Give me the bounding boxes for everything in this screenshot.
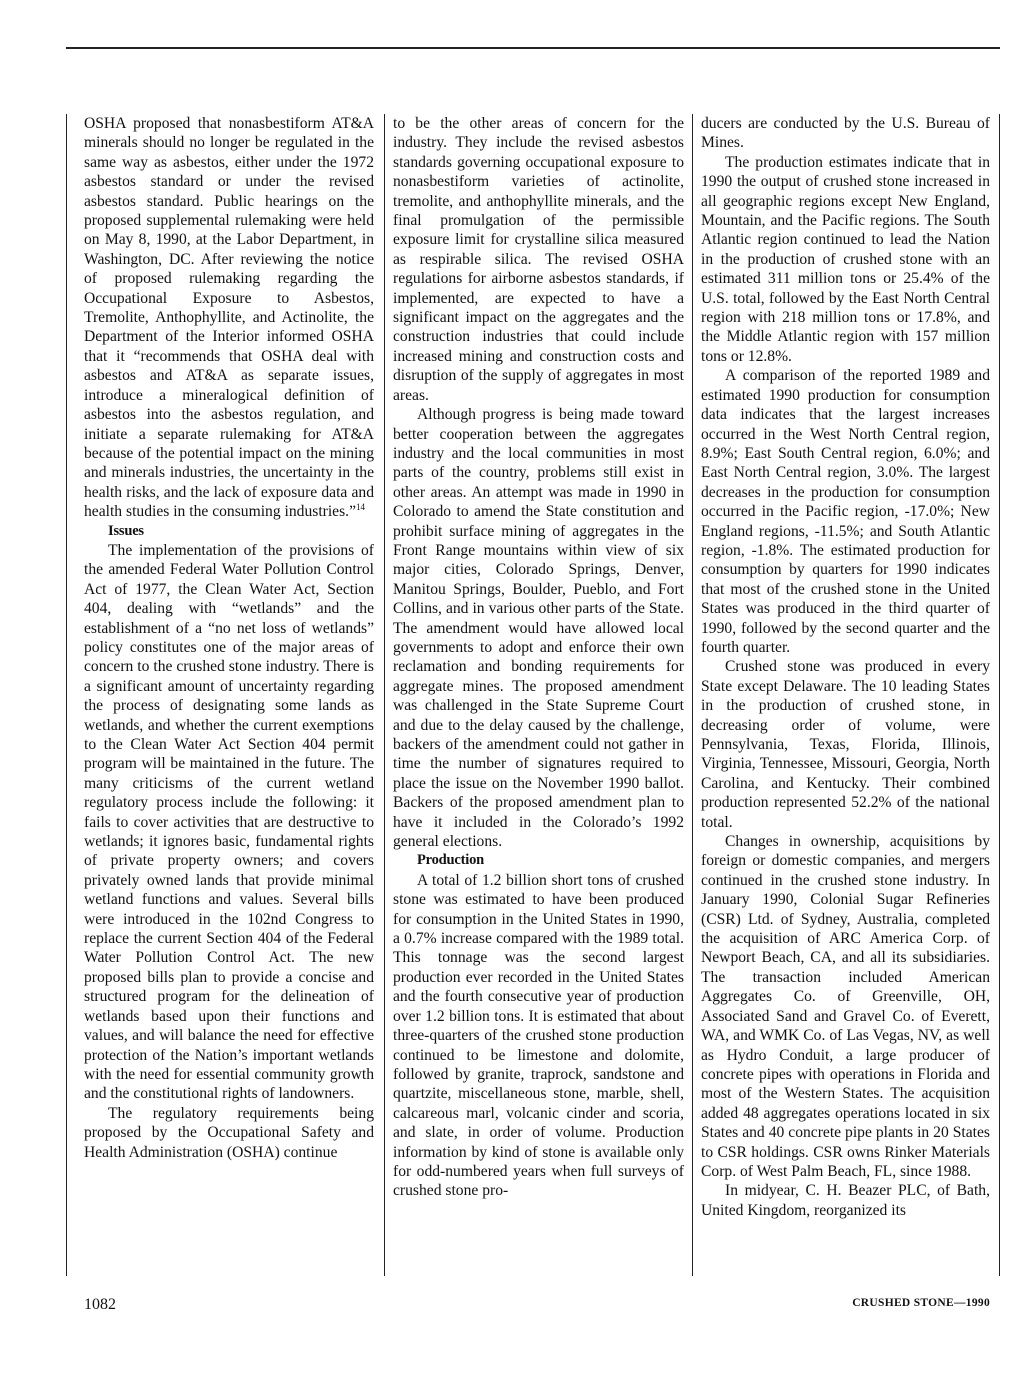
column-rule-1 <box>384 114 385 1276</box>
section-heading-production: Production <box>417 852 485 869</box>
paragraph: Crushed stone was produced in every State except Delaware. The 10 leading States in the production of crushed stone, in decreasing order of volume, were Pennsylvania, Texas, Florida, Illinois, Virginia, Tennessee, Missouri, Georgia, North Carolina, and Kentucky. Their combined production represented 52.2% of the national total. <box>701 658 990 831</box>
paragraph-text: OSHA proposed that nonasbestiform AT&A minerals should no longer be regulated in the same way as asbestos, either under the 1972 asbestos standard or under the revised asbestos standard. Public hearings on the proposed supplemental rulemaking were held on May 8, 1990, at the Labor Department, in Washington, DC. After reviewing the notice of proposed rulemaking regarding the Occupational Exposure to Asbestos, Tremolite, Anthophyllite, and Actinolite, the Department of the Interior informed OSHA that it “recommends that OSHA deal with asbestos and AT&A as separate issues, introduce a mineralogical definition of asbestos into the asbestos regulation, and initiate a separate rulemaking for AT&A because of the potential impact on the mining and minerals industries, the uncertainty in the health risks, and the lack of exposure data and health studies in the consuming industries.” <box>84 115 374 521</box>
paragraph: Although progress is being made toward better cooperation between the aggregates industry and the local communities in most parts of the country, problems still exist in other areas. An attempt was made in 1990 in Colorado to amend the State constitution and prohibit surface mining of aggregates in the Front Range mountains within view of six major cities, Colorado Springs, Denver, Manitou Springs, Boulder, Pueblo, and Fort Collins, and in various other parts of the State. The amendment would have allowed local governments to adopt and enforce their own reclamation and bonding requirements for aggregate mines. The proposed amendment was challenged in the State Supreme Court and due to the delay caused by the challenge, backers of the amendment could not gather in time the number of signatures required to place the issue on the November 1990 ballot. Backers of the proposed amendment plan to have it included in the Colorado’s 1992 general elections. <box>393 406 684 851</box>
left-margin-rule <box>66 114 67 1276</box>
paragraph: ducers are conducted by the U.S. Bureau of Mines. <box>701 115 990 152</box>
page-number: 1082 <box>84 1296 116 1313</box>
right-margin-rule <box>999 114 1000 1276</box>
paragraph: The implementation of the provisions of the amended Federal Water Pollution Control Act of 1977, the Clean Water Act, Section 404, dealing with “wetlands” and the establishment of a “no net loss of wetlands” policy constitutes one of the major areas of concern to the crushed stone industry. There is a significant amount of uncertainty regarding the process of designating some lands as wetlands, and whether the current exemptions to the Clean Water Act Section 404 permit program will be maintained in the future. The many criticisms of the current wetland regulatory process include the following: it fails to cover activities that are destructive to wetlands; it ignores basic, fundamental rights of private property owners; and covers privately owned lands that provide minimal wetland functions and values. Several bills were introduced in the 102nd Congress to replace the current Section 404 of the Federal Water Pollution Control Act. The new proposed bills plan to provide a concise and structured program for the delineation of wetlands based upon their functions and values, and will balance the need for effective protection of the Nation’s important wetlands with the need for essential community growth and the constitutional rights of landowners. <box>84 541 374 1103</box>
footnote-ref: 14 <box>356 501 365 512</box>
column-1 <box>84 114 374 1278</box>
paragraph: A total of 1.2 billion short tons of crushed stone was estimated to have been produced for consumption in the United States in 1990, a 0.7% increase compared with the 1989 total. This tonnage was the second largest production ever recorded in the United States and the fourth consecutive year of production over 1.2 billion tons. It is estimated that about three-quarters of the crushed stone production continued to be limestone and dolomite, followed by granite, traprock, sandstone and quartzite, miscellaneous stone, marble, shell, calcareous marl, volcanic cinder and scoria, and slate, in order of volume. Production information by kind of stone is available only for odd-numbered years when full surveys of crushed stone pro- <box>393 871 684 1200</box>
section-heading-issues: Issues <box>108 522 144 539</box>
paragraph: The regulatory requirements being proposed by the Occupational Safety and Health Administration (OSHA) continue <box>84 1104 374 1161</box>
paragraph: A comparison of the reported 1989 and estimated 1990 production for consumption data indicates that the largest increases occurred in the West North Central region, 8.9%; East South Central region, 6.0%; and East North Central region, 3.0%. The largest decreases in the production for consumption occurred in the Pacific region, -17.0%; New England regions, -11.5%; and South Atlantic region, -1.8%. The estimated production for consumption by quarters for 1990 indicates that most of the crushed stone in the United States was produced in the third quarter of 1990, followed by the second quarter and the fourth quarter. <box>701 367 990 656</box>
top-rule <box>66 47 1000 49</box>
paragraph <box>84 114 374 522</box>
paragraph: In midyear, C. H. Beazer PLC, of Bath, United Kingdom, reorganized its <box>701 1182 990 1219</box>
column-3 <box>701 114 990 1278</box>
column-2 <box>393 114 684 1278</box>
paragraph: The production estimates indicate that in 1990 the output of crushed stone increased in all geographic regions except New England, Mountain, and the Pacific regions. The South Atlantic region continued to lead the Nation in the production of crushed stone with an estimated 311 million tons or 25.4% of the U.S. total, followed by the East North Central region with 218 million tons or 17.8%, and the Middle Atlantic region with 157 million tons or 12.8%. <box>701 153 990 365</box>
paragraph: to be the other areas of concern for the industry. They include the revised asbestos standards governing occupational exposure to nonasbestiform varieties of actinolite, tremolite, and anthophyllite minerals, and the final promulgation of the permissible exposure limit for crystalline silica measured as respirable silica. The revised OSHA regulations for airborne asbestos standards, if implemented, are expected to have a significant impact on the aggregates and the construction industries that could include increased mining and construction costs and disruption of the supply of aggregates in most areas. <box>393 115 684 404</box>
column-rule-2 <box>692 114 693 1276</box>
running-head: CRUSHED STONE—1990 <box>852 1297 990 1309</box>
paragraph: Changes in ownership, acquisitions by foreign or domestic companies, and mergers continued in the crushed stone industry. In January 1990, Colonial Sugar Refineries (CSR) Ltd. of Sydney, Australia, completed the acquisition of ARC America Corp. of Newport Beach, CA, and all its subsidiaries. The transaction included American Aggregates Co. of Greenville, OH, Associated Sand and Gravel Co. of Everett, WA, and WMK Co. of Las Vegas, NV, as well as Hydro Conduit, a large producer of concrete pipes with operations in Florida and most of the Western States. The acquisition added 48 aggregates operations located in six States and 40 concrete pipe plants in 20 States to CSR holdings. CSR owns Rinker Materials Corp. of West Palm Beach, FL, since 1988. <box>701 833 990 1180</box>
